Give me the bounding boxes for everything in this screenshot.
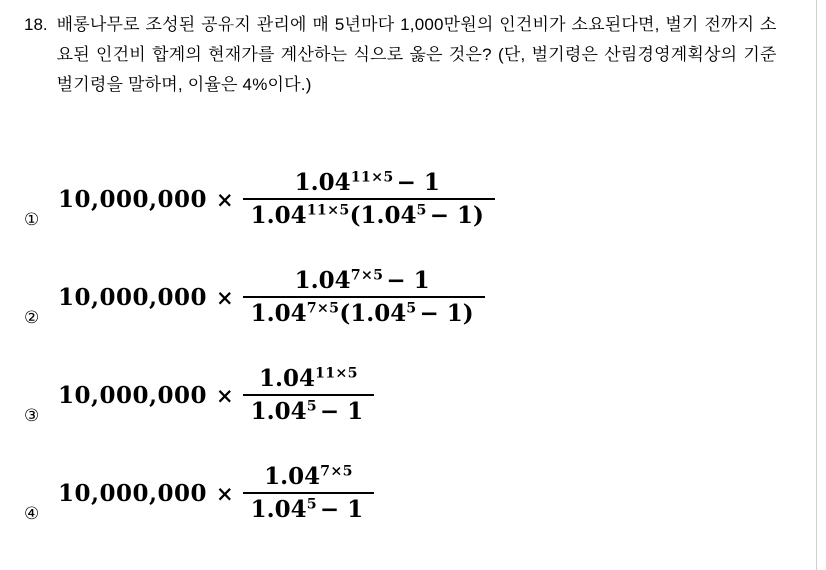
denominator-exponent: 11×5 <box>306 202 350 219</box>
choice-marker: ② <box>24 308 40 327</box>
denominator-inner-exponent: 5 <box>406 300 417 317</box>
multiply-sign: × <box>216 284 234 310</box>
page-margin-rule <box>816 0 817 570</box>
fraction-denominator <box>243 200 495 231</box>
fraction-denominator <box>243 396 375 427</box>
choice-formula <box>58 265 485 329</box>
choice-list <box>24 150 804 542</box>
denominator-tail: − 1 <box>319 398 364 425</box>
denominator-inner-base: (1.04 <box>349 202 417 229</box>
choice-formula <box>58 461 374 525</box>
choice-formula <box>58 167 495 231</box>
numerator-base: 1.04 <box>258 365 315 392</box>
denominator-base: 1.04 <box>250 300 307 327</box>
denominator-inner-exponent: 5 <box>416 202 427 219</box>
denominator-exponent: 5 <box>306 398 317 415</box>
choice-option-2[interactable] <box>24 248 804 346</box>
multiply-sign: × <box>216 382 234 408</box>
denominator-inner-tail: − 1) <box>429 202 484 229</box>
question-text: 배롱나무로 조성된 공유지 관리에 매 5년마다 1,000만원의 인건비가 소요된다면, 벌기 전까지 소요된 인건비 합계의 현재가를 계산하는 식으로 옳은 것은? (단, 벌기령은 산림경영계획상의 기준벌기령을 말하며, 이율은 4%이다.) <box>56 15 777 94</box>
coefficient: 10,000,000 <box>58 185 208 213</box>
choice-marker: ① <box>24 210 40 229</box>
fraction-numerator <box>287 167 451 198</box>
coefficient: 10,000,000 <box>58 381 208 409</box>
denominator-base: 1.04 <box>250 496 307 523</box>
denominator-base: 1.04 <box>250 398 307 425</box>
choice-option-4[interactable] <box>24 444 804 542</box>
fraction-denominator <box>243 494 375 525</box>
choice-option-3[interactable] <box>24 346 804 444</box>
numerator-base: 1.04 <box>294 267 351 294</box>
choice-marker: ③ <box>24 406 40 425</box>
fraction-numerator <box>256 461 361 492</box>
fraction <box>243 265 485 329</box>
numerator-base: 1.04 <box>294 169 351 196</box>
fraction <box>243 461 375 525</box>
choice-marker: ④ <box>24 504 40 523</box>
coefficient: 10,000,000 <box>58 479 208 507</box>
denominator-tail: − 1 <box>319 496 364 523</box>
fraction-numerator <box>251 363 366 394</box>
fraction <box>243 363 375 427</box>
denominator-inner-tail: − 1) <box>419 300 474 327</box>
denominator-exponent: 5 <box>306 496 317 513</box>
fraction-numerator <box>287 265 441 296</box>
fraction <box>243 167 495 231</box>
numerator-exponent: 11×5 <box>350 169 394 186</box>
numerator-tail: − 1 <box>396 169 440 196</box>
multiply-sign: × <box>216 186 234 212</box>
numerator-exponent: 11×5 <box>315 365 358 382</box>
question-block <box>24 10 784 100</box>
question-number: 18. <box>24 15 48 34</box>
choice-option-1[interactable] <box>24 150 804 248</box>
coefficient: 10,000,000 <box>58 283 208 311</box>
numerator-exponent: 7×5 <box>350 267 384 284</box>
denominator-exponent: 7×5 <box>306 300 340 317</box>
numerator-tail: − 1 <box>386 267 430 294</box>
denominator-inner-base: (1.04 <box>339 300 407 327</box>
fraction-denominator <box>243 298 485 329</box>
denominator-base: 1.04 <box>250 202 307 229</box>
multiply-sign: × <box>216 480 234 506</box>
numerator-base: 1.04 <box>264 463 321 490</box>
numerator-exponent: 7×5 <box>320 463 353 480</box>
choice-formula <box>58 363 374 427</box>
